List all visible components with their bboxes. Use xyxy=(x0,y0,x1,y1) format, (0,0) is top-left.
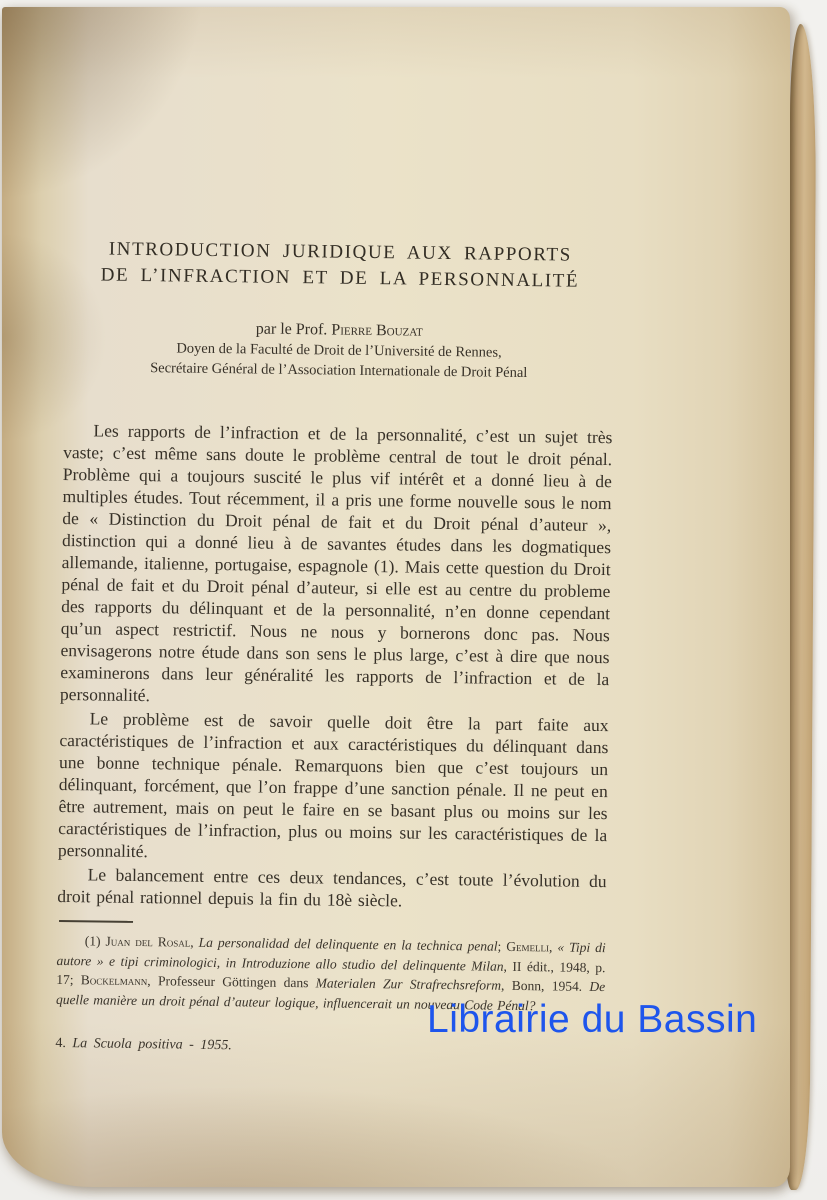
title-line-1: INTRODUCTION JURIDIQUE AUX RAPPORTS xyxy=(108,238,572,266)
footnote-seg-0: (1) xyxy=(84,933,106,949)
footnote-seg-11: Materialen Zur Strafrechsreform xyxy=(315,975,502,993)
byline xyxy=(64,317,614,384)
body-text xyxy=(57,419,612,914)
printed-content xyxy=(55,236,615,1059)
footnote-seg-7: « Tipi di autore » e tipi criminologici, in Introduzione allo studio del delinquente Milan xyxy=(56,939,606,974)
footnote-seg-9: Bockelmann xyxy=(80,972,148,989)
footnote-seg-3: La personalidad del delinquente en la technica penal xyxy=(198,934,498,954)
title-line-2: DE L’INFRACTION ET DE LA PERSONNALITÉ xyxy=(100,264,580,292)
footnote-seg-4: ; xyxy=(497,938,507,954)
watermark: Librairie du Bassin xyxy=(427,998,758,1041)
footer-number: 4. xyxy=(55,1035,67,1052)
footer-journal: La Scuola positiva - 1955. xyxy=(72,1036,232,1054)
footnote-seg-6: , xyxy=(548,939,558,955)
author-name: Pierre Bouzat xyxy=(331,321,423,340)
paragraph-3: Le balancement entre ces deux tendances, c’est toute l’évolution du droit pénal rationnel depuis la fin du 18è siècle. xyxy=(57,864,607,911)
footnote-seg-13: De quelle manière un droit pénal d’auteur logique, influencerait un nouveau Code Pénal? xyxy=(55,978,606,1013)
footnote-seg-8: , II édit., 1948, p. 17; xyxy=(56,958,606,988)
footnote-seg-2: , xyxy=(190,934,199,950)
author-prefix: par le Prof. xyxy=(255,320,332,339)
footnote-seg-10: , Professeur Göttingen dans xyxy=(147,973,316,991)
affiliation-line-1: Doyen de la Faculté de Droit de l’Université de Rennes, xyxy=(176,340,502,361)
footnote-seg-1: Juan del Rosal xyxy=(105,933,191,950)
affiliation-line-2: Secrétaire Général de l’Association Internationale de Droit Pénal xyxy=(150,360,528,382)
footnote-seg-12: , Bonn, 1954. xyxy=(501,977,590,994)
paragraph-2: Le problème est de savoir quelle doit être la part faite aux caractéristiques de l’infraction et aux caractéristiques du délinquant dans une bonne technique pénale. Remarquons bien que c’est toujours un délinquant, forcément, que l’on frappe d’une sanction pénale. Il ne peut en être autrement, mais on peut le faire en se basant plus ou moins sur les caractéristiques de l’infraction, plus ou moins sur les caractéristiques de la personnalité. xyxy=(57,708,609,862)
article-title xyxy=(65,236,615,295)
paragraph-1: Les rapports de l’infraction et de la personnalité, c’est un sujet très vaste; c’est même sans doute le problème central de tout le droit pénal. Problème qui a toujours suscité le plus vif intérêt et a donné lieu à de multiples études. Tout récemment, il a pris une forme nouvelle sous le nom de « Distinction du Droit pénal de fait et du Droit pénal d’auteur », distinction qui a donné lieu à de savantes études dans les dogmatiques allemande, italienne, portugaise, espagnole (1). Mais cette question du Droit pénal de fait et du Droit pénal d’auteur, si elle est au centre du probleme des rapports du délinquant et de la personnalité, n’en donne cependant qu’un aspect restrictif. Nous ne nous y bornerons donc pas. Nous envisagerons notre étude dans son sens le plus large, c’est à dire que nous examinerons dans leur généralité les rapports de l’infraction et de la personnalité. xyxy=(59,420,613,706)
footnote-rule xyxy=(59,920,133,923)
footnote-seg-5: Gemelli xyxy=(506,938,550,955)
